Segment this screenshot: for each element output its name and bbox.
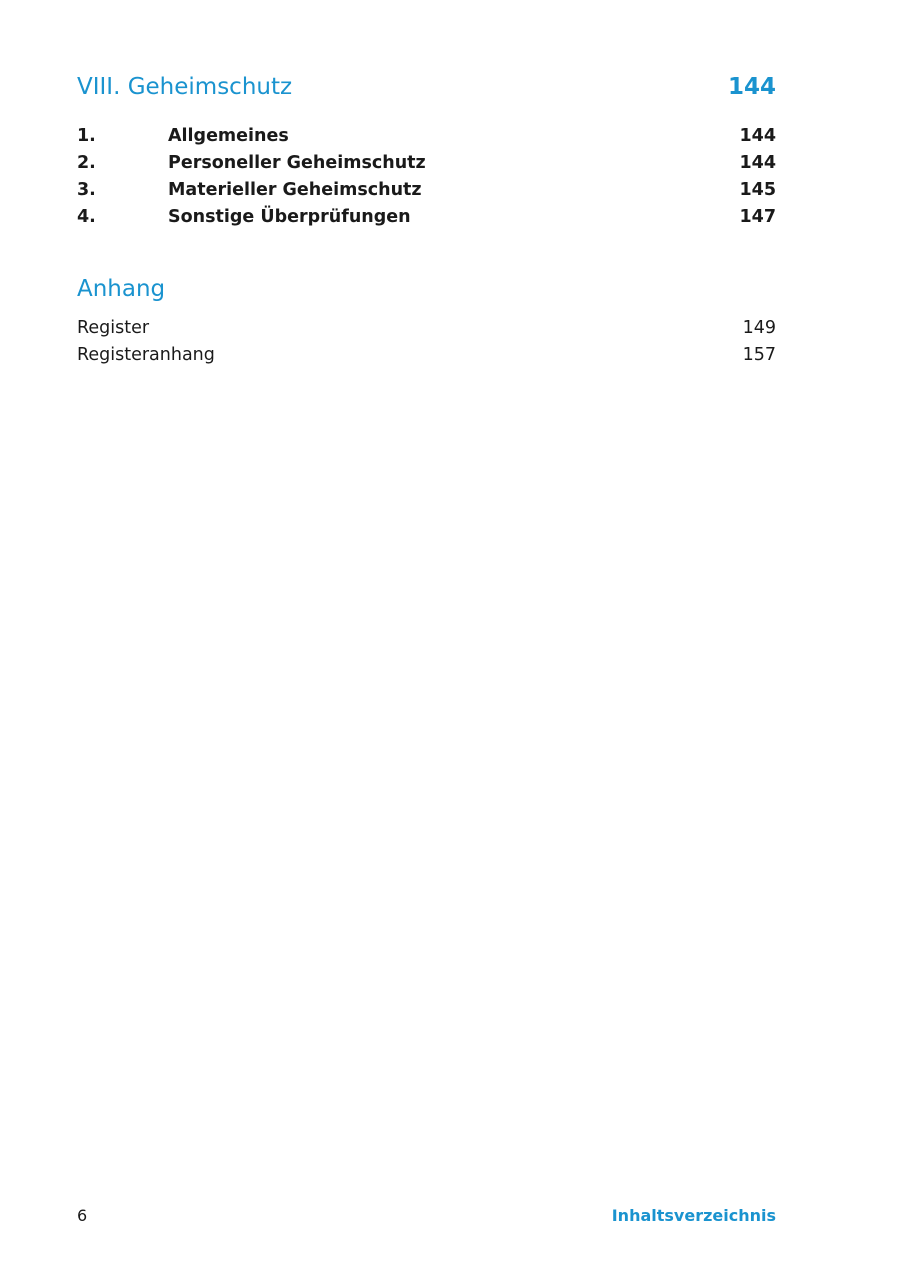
toc-entry[interactable]: [77, 315, 776, 342]
section-title: VIII. Geheimschutz: [77, 74, 293, 100]
toc-entry-number: 2.: [77, 153, 96, 173]
toc-entry-page: 157: [742, 345, 776, 365]
toc-list: [77, 123, 776, 231]
toc-list: [77, 315, 776, 369]
toc-section-anhang: [77, 274, 776, 369]
section-page-number: 144: [727, 74, 776, 100]
toc-entry-page: 144: [739, 153, 776, 173]
toc-entry-label: Registeranhang: [77, 345, 215, 365]
toc-entry[interactable]: [77, 123, 776, 150]
toc-section-geheimschutz: [77, 72, 776, 231]
toc-entry[interactable]: [77, 150, 776, 177]
toc-entry-page: 149: [742, 318, 776, 338]
toc-entry[interactable]: [77, 177, 776, 204]
toc-entry-page: 145: [739, 180, 776, 200]
toc-entry-number: 4.: [77, 207, 96, 227]
section-title: Anhang: [77, 276, 166, 302]
toc-entry[interactable]: [77, 342, 776, 369]
toc-entry-number: 3.: [77, 180, 96, 200]
toc-entry-number: 1.: [77, 126, 96, 146]
footer-page-number: 6: [77, 1206, 88, 1225]
toc-entry-label: Materieller Geheimschutz: [168, 180, 422, 200]
toc-entry-label: Personeller Geheimschutz: [168, 153, 426, 173]
footer-title: Inhaltsverzeichnis: [611, 1206, 776, 1225]
toc-entry-page: 144: [739, 126, 776, 146]
section-heading: [77, 274, 776, 304]
toc-entry-label: Allgemeines: [168, 126, 289, 146]
toc-entry-page: 147: [739, 207, 776, 227]
toc-entry-label: Register: [77, 318, 150, 338]
toc-entry[interactable]: [77, 204, 776, 231]
section-heading: [77, 72, 776, 102]
toc-entry-label: Sonstige Überprüfungen: [168, 207, 411, 227]
page-footer: [77, 1204, 776, 1228]
